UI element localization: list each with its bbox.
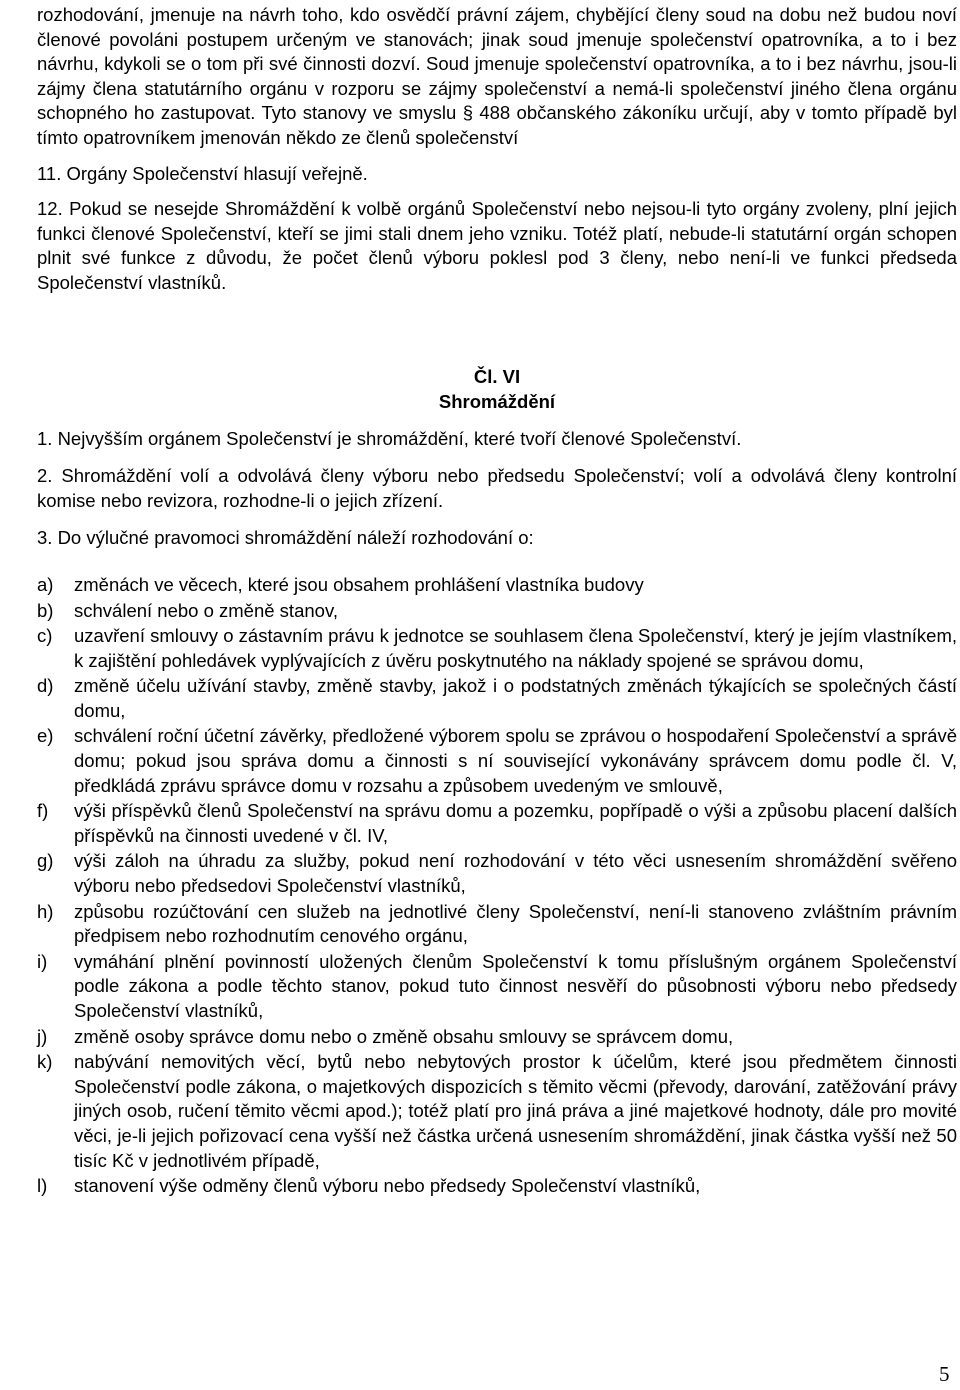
- paragraph-2: 2. Shromáždění volí a odvolává členy výboru nebo předsedu Společenství; volí a odvolává členy kontrolní komise nebo revizora, rozhodne-li o jejich zřízení.: [37, 465, 957, 511]
- list-item: [37, 599, 957, 624]
- list-item-label: a): [37, 573, 54, 595]
- list-item: [37, 674, 957, 723]
- list-item: [37, 950, 957, 1024]
- list-item: [37, 799, 957, 848]
- list-item-text: výši příspěvků členů Společenství na správu domu a pozemku, popřípadě o výši a způsobu placení dalších příspěvků na činnosti uvedené v čl. IV,: [74, 800, 957, 846]
- list-item-label: j): [37, 1025, 48, 1047]
- list-item-text: změně osoby správce domu nebo o změně obsahu smlouvy se správcem domu,: [74, 1025, 734, 1047]
- list-item-text: změnách ve věcech, které jsou obsahem prohlášení vlastníka budovy: [74, 573, 644, 595]
- page-number: 5: [939, 1362, 950, 1386]
- list-item-label: h): [37, 900, 54, 922]
- list-item-label: c): [37, 625, 53, 647]
- list-item-label: d): [37, 675, 54, 697]
- list-item: [37, 1050, 957, 1173]
- list-item-text: schválení roční účetní závěrky, předložené výborem spolu se zprávou o hospodaření Společenství a správě domu; pokud jsou správa domu a činnosti s ní související vykonávány správcem domu podle čl. V, předkládá zprávu správce domu v rozsahu a způsobem uvedeným ve smlouvě,: [74, 725, 957, 796]
- document-page: [37, 3, 957, 1199]
- list-item: [37, 1025, 957, 1050]
- intro-paragraph: rozhodování, jmenuje na návrh toho, kdo osvědčí právní zájem, chybějící členy soud na dobu než budou noví členové povoláni postupem určeným ve stanovách; jinak soud jmenuje společenství opatrovníka, a to i bez návrhu, kdykoli se o tom při své činnosti dozví. Soud jmenuje společenství opatrovníka, a to i bez návrhu, jsou-li zájmy člena statutárního orgánu v rozporu se zájmy společenství a nemá-li společenství jiného člena orgánu schopného ho zastupovat. Tyto stanovy ve smyslu § 488 občanského zákoníku určují, aby v tomto případě byl tímto opatrovníkem jmenován někdo ze členů společenství: [37, 4, 957, 148]
- list-item-label: g): [37, 850, 54, 872]
- list-item-text: výši záloh na úhradu za služby, pokud není rozhodování v této věci usnesením shromáždění svěřeno výboru nebo předsedovi Společenství vlastníků,: [74, 850, 957, 897]
- list-item-text: stanovení výše odměny členů výboru nebo předsedy Společenství vlastníků,: [74, 1175, 701, 1197]
- paragraph-12: 12. Pokud se nesejde Shromáždění k volbě orgánů Společenství nebo nejsou-li tyto orgány zvoleny, plní jejich funkci členové Společenství, kteří se jimi stali dnem jeho vzniku. Totéž platí, nebude-li statutární orgán schopen plnit své funkce z důvodu, že počet členů výboru poklesl pod 3 členy, nebo není-li ve funkci předseda Společenství vlastníků.: [37, 198, 957, 293]
- list-item: [37, 849, 957, 898]
- section-number: Čl. VI: [473, 365, 521, 387]
- list-item: [37, 573, 957, 598]
- list-item: [37, 900, 957, 949]
- list-item-text: způsobu rozúčtování cen služeb na jednotlivé členy Společenství, není-li stanoveno zvláštním právním předpisem nebo rozhodnutím cenového orgánu,: [74, 900, 957, 947]
- paragraph-3: 3. Do výlučné pravomoci shromáždění náleží rozhodování o:: [37, 527, 534, 549]
- list-item-label: e): [37, 725, 54, 747]
- list-item-label: l): [37, 1175, 48, 1197]
- list-item-text: změně účelu užívání stavby, změně stavby, jakož i o podstatných změnách týkajících se společných částí domu,: [74, 675, 957, 721]
- list-item-text: schválení nebo o změně stanov,: [74, 599, 338, 621]
- list-item-label: i): [37, 950, 48, 972]
- list-item-label: b): [37, 599, 54, 621]
- list-item: [37, 1174, 957, 1199]
- list-item-label: f): [37, 800, 49, 822]
- paragraph-11: 11. Orgány Společenství hlasují veřejně.: [37, 162, 368, 184]
- list-item: [37, 624, 957, 673]
- list-item: [37, 724, 957, 798]
- paragraph-1: 1. Nejvyšším orgánem Společenství je shromáždění, které tvoří členové Společenství.: [37, 427, 742, 449]
- list-item-text: nabývání nemovitých věcí, bytů nebo nebytových prostor k účelům, které jsou předmětem činnosti Společenství podle zákona, o majetkových dispozicích s těmito věcmi (převody, darování, zatěžování právy jiných osob, ručení těmito věcmi apod.); totéž platí pro jiná práva a jiné majetkové hodnoty, dále pro movité věci, je-li jejich pořizovací cena vyšší než částka určená usnesením shromáždění, jinak částka vyšší než 50 tisíc Kč v jednotlivém případě,: [74, 1051, 957, 1171]
- list-item-text: vymáhání plnění povinností uložených členům Společenství k tomu příslušným orgánem Společenství podle zákona a podle těchto stanov, pokud tuto činnost nesvěří do působnosti výboru nebo předsedy Společenství vlastníků,: [74, 950, 957, 1021]
- section-title: Shromáždění: [438, 390, 556, 412]
- list-item-text: uzavření smlouvy o zástavním právu k jednotce se souhlasem člena Společenství, který je jejím vlastníkem, k zajištění pohledávek vyplývajících z úvěru poskytnutého na náklady spojené se správou domu,: [74, 625, 957, 671]
- list-item-label: k): [37, 1051, 53, 1073]
